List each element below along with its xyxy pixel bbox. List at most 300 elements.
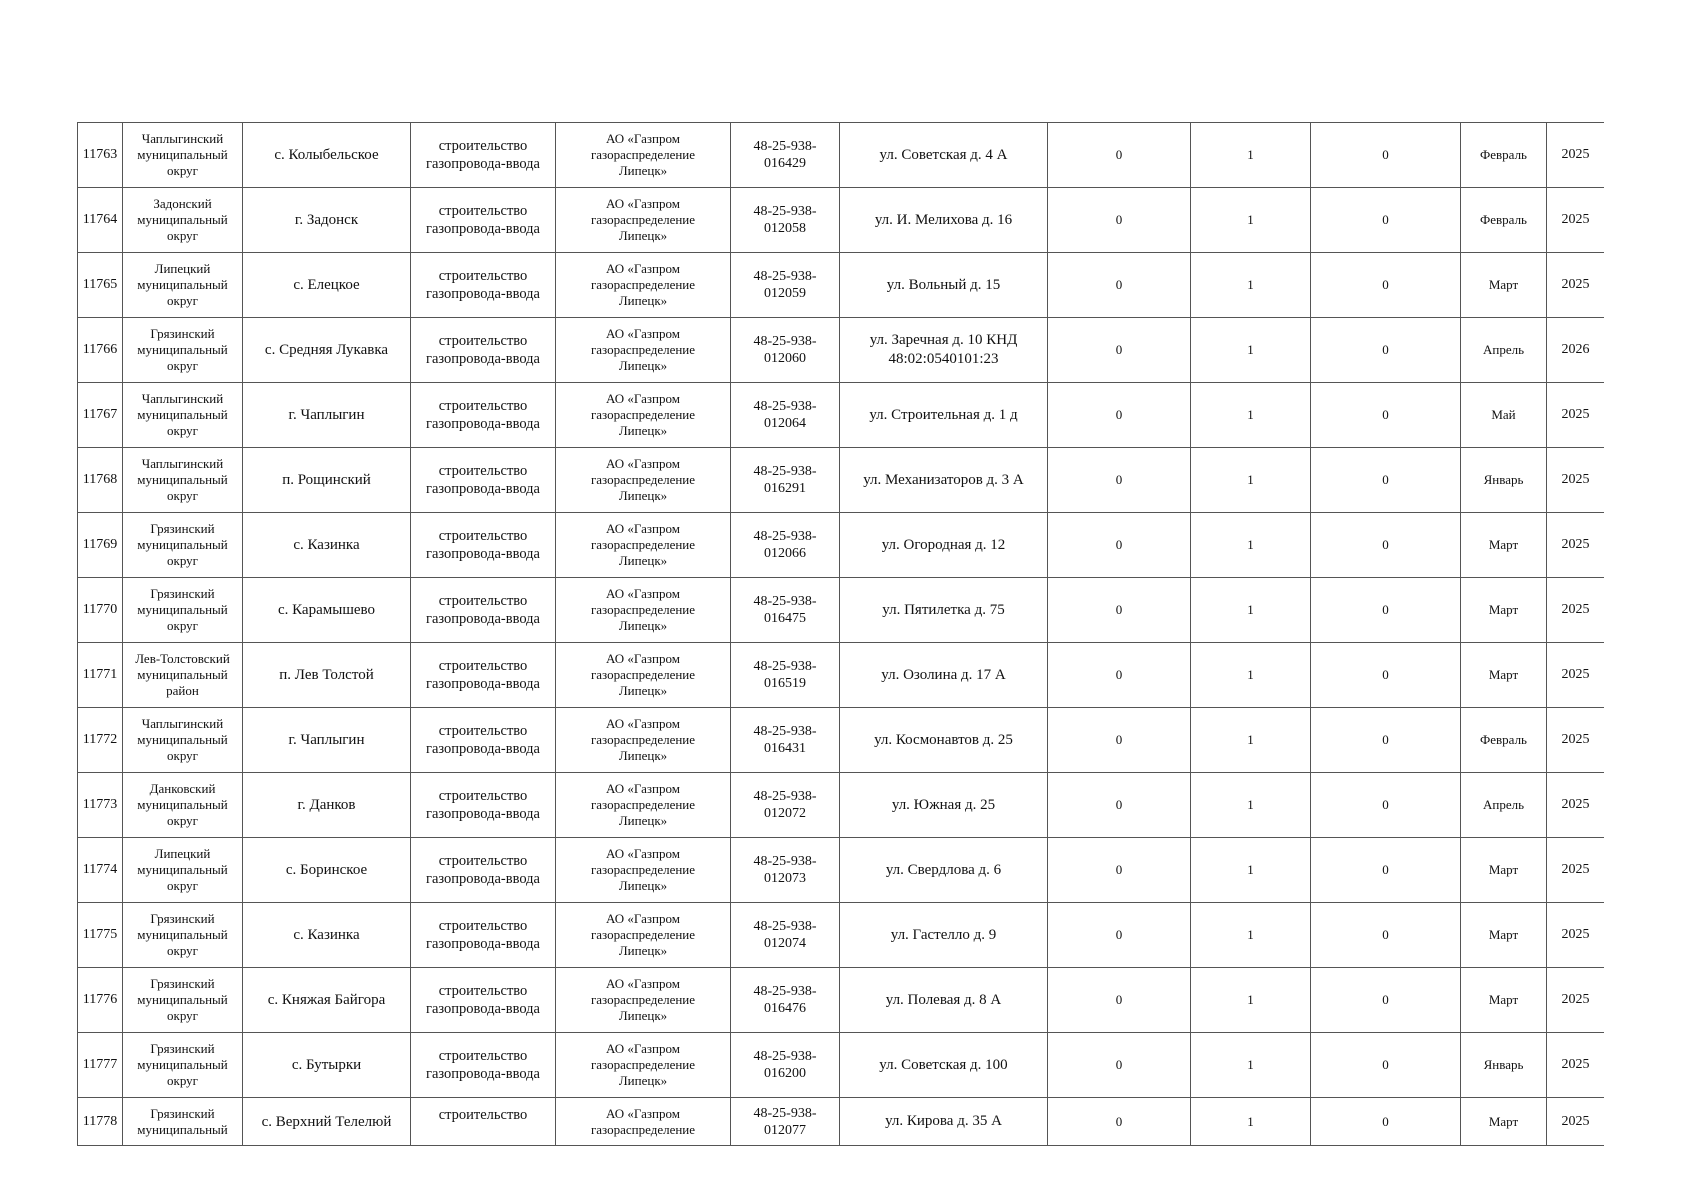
organization-line: Липецк» <box>618 293 668 308</box>
address-line: ул. Вольный д. 15 <box>886 276 1001 293</box>
registry-code-line: 48-25-938- <box>753 789 817 804</box>
address-line: ул. Космонавтов д. 25 <box>874 731 1013 748</box>
organization-cell <box>556 708 731 773</box>
registry-code-line: 012060 <box>764 351 806 366</box>
municipality-line: Данковский <box>149 781 216 796</box>
value-2-cell: 1 <box>1191 643 1311 708</box>
municipality-line: Чаплыгинский <box>141 391 224 406</box>
organization-line: газораспределение <box>590 667 696 682</box>
registry-code-line: 012074 <box>764 936 806 951</box>
work-type-line: газопровода-ввода <box>426 611 540 627</box>
work-type-cell <box>411 903 556 968</box>
work-type-line: строительство <box>438 983 528 999</box>
registry-code-line: 48-25-938- <box>753 984 817 999</box>
table-row <box>78 578 1605 643</box>
registry-code-cell <box>731 838 840 903</box>
registry-code-line: 48-25-938- <box>753 1049 817 1064</box>
value-3-cell: 0 <box>1311 513 1461 578</box>
registry-code-line: 012058 <box>764 221 806 236</box>
work-type-line: газопровода-ввода <box>426 351 540 367</box>
municipality-line: муниципальный <box>137 407 228 422</box>
municipality-cell <box>123 578 243 643</box>
registry-code-line: 48-25-938- <box>753 334 817 349</box>
municipality-cell <box>123 643 243 708</box>
work-type-line: строительство <box>438 528 528 544</box>
organization-cell <box>556 123 731 188</box>
municipality-line: муниципальный <box>137 472 228 487</box>
table-row <box>78 643 1605 708</box>
work-type-cell <box>411 1098 556 1146</box>
work-type-line: газопровода-ввода <box>426 221 540 237</box>
table-container <box>77 122 1604 1146</box>
month-cell: Май <box>1461 383 1547 448</box>
work-type-line: газопровода-ввода <box>426 1066 540 1082</box>
value-2-cell: 1 <box>1191 708 1311 773</box>
value-2-cell: 1 <box>1191 1098 1311 1146</box>
organization-cell <box>556 643 731 708</box>
locality-cell: с. Колыбельское <box>243 123 411 188</box>
month-cell: Февраль <box>1461 188 1547 253</box>
address-line: ул. Советская д. 4 А <box>879 146 1008 163</box>
organization-cell <box>556 1033 731 1098</box>
year-cell: 2025 <box>1547 448 1605 513</box>
municipality-line: округ <box>167 423 198 438</box>
organization-line: газораспределение <box>590 602 696 617</box>
municipality-cell <box>123 1098 243 1146</box>
registry-code-line: 016200 <box>764 1066 806 1081</box>
value-3-cell: 0 <box>1311 123 1461 188</box>
municipality-line: муниципальный <box>137 1057 228 1072</box>
value-2-cell: 1 <box>1191 318 1311 383</box>
month-cell: Март <box>1461 838 1547 903</box>
address-line: ул. Пятилетка д. 75 <box>882 601 1005 618</box>
value-1-cell: 0 <box>1048 773 1191 838</box>
value-2-cell: 1 <box>1191 903 1311 968</box>
work-type-line: строительство <box>438 268 528 284</box>
organization-line: газораспределение <box>590 147 696 162</box>
work-type-line: строительство <box>438 723 528 739</box>
organization-cell <box>556 188 731 253</box>
organization-line: Липецк» <box>618 683 668 698</box>
work-type-line: строительство <box>438 788 528 804</box>
locality-cell: с. Елецкое <box>243 253 411 318</box>
organization-line: газораспределение <box>590 407 696 422</box>
work-type-line: газопровода-ввода <box>426 806 540 822</box>
month-cell: Март <box>1461 513 1547 578</box>
organization-line: Липецк» <box>618 553 668 568</box>
year-cell: 2025 <box>1547 1033 1605 1098</box>
municipality-line: округ <box>167 163 198 178</box>
address-line: ул. И. Мелихова д. 16 <box>874 211 1013 228</box>
organization-line: АО «Газпром <box>606 131 680 146</box>
work-type-cell <box>411 838 556 903</box>
address-cell <box>840 1033 1048 1098</box>
value-3-cell: 0 <box>1311 773 1461 838</box>
value-3-cell: 0 <box>1311 903 1461 968</box>
year-cell: 2025 <box>1547 903 1605 968</box>
work-type-cell <box>411 123 556 188</box>
address-line: ул. Заречная д. 10 КНД <box>869 332 1018 348</box>
address-cell <box>840 123 1048 188</box>
work-type-cell <box>411 773 556 838</box>
organization-line: Липецк» <box>618 813 668 828</box>
work-type-line: газопровода-ввода <box>426 156 540 172</box>
address-cell <box>840 708 1048 773</box>
table-row <box>78 448 1605 513</box>
organization-line: АО «Газпром <box>606 911 680 926</box>
municipality-cell <box>123 838 243 903</box>
registry-code-line: 012077 <box>764 1122 806 1138</box>
value-3-cell: 0 <box>1311 188 1461 253</box>
work-type-line: строительство <box>438 463 528 479</box>
value-3-cell: 0 <box>1311 448 1461 513</box>
registry-code-line: 48-25-938- <box>753 464 817 479</box>
work-type-line: газопровода-ввода <box>426 286 540 302</box>
municipality-line: муниципальный <box>137 537 228 552</box>
locality-cell: г. Данков <box>243 773 411 838</box>
organization-cell <box>556 968 731 1033</box>
organization-cell <box>556 903 731 968</box>
locality-cell: с. Бутырки <box>243 1033 411 1098</box>
organization-line: Липецк» <box>618 488 668 503</box>
work-type-line: строительство <box>438 658 528 674</box>
value-2-cell: 1 <box>1191 1033 1311 1098</box>
organization-line: газораспределение <box>590 1057 696 1072</box>
municipality-line: Чаплыгинский <box>141 716 224 731</box>
organization-cell <box>556 513 731 578</box>
municipality-line: округ <box>167 943 198 958</box>
organization-line: газораспределение <box>590 927 696 942</box>
address-cell <box>840 968 1048 1033</box>
value-3-cell: 0 <box>1311 838 1461 903</box>
address-cell <box>840 838 1048 903</box>
municipality-cell <box>123 123 243 188</box>
value-2-cell: 1 <box>1191 513 1311 578</box>
registry-code-cell <box>731 188 840 253</box>
municipality-cell <box>123 383 243 448</box>
locality-cell: с. Казинка <box>243 903 411 968</box>
locality-cell: с. Карамышево <box>243 578 411 643</box>
row-number-cell: 11774 <box>78 838 123 903</box>
year-cell: 2025 <box>1547 708 1605 773</box>
row-number-cell: 11770 <box>78 578 123 643</box>
municipality-line: муниципальный <box>137 927 228 942</box>
municipality-line: округ <box>167 553 198 568</box>
registry-code-cell <box>731 123 840 188</box>
registry-code-line: 48-25-938- <box>753 724 817 739</box>
locality-cell: с. Средняя Лукавка <box>243 318 411 383</box>
value-1-cell: 0 <box>1048 188 1191 253</box>
organization-line: Липецк» <box>618 423 668 438</box>
value-3-cell: 0 <box>1311 1033 1461 1098</box>
organization-line: Липецк» <box>618 748 668 763</box>
table-row <box>78 773 1605 838</box>
organization-line: АО «Газпром <box>606 586 680 601</box>
registry-code-cell <box>731 1033 840 1098</box>
locality-cell: п. Лев Толстой <box>243 643 411 708</box>
organization-line: газораспределение <box>590 472 696 487</box>
registry-code-line: 48-25-938- <box>753 204 817 219</box>
work-type-line: строительство <box>438 1048 528 1064</box>
work-type-cell <box>411 513 556 578</box>
work-type-cell <box>411 968 556 1033</box>
municipality-line: муниципальный <box>137 602 228 617</box>
address-line: ул. Озолина д. 17 А <box>881 666 1006 683</box>
municipality-cell <box>123 318 243 383</box>
municipality-line: округ <box>167 488 198 503</box>
registry-code-line: 016519 <box>764 676 806 691</box>
organization-cell <box>556 838 731 903</box>
municipality-cell <box>123 513 243 578</box>
work-type-line: газопровода-ввода <box>426 416 540 432</box>
work-type-line: газопровода-ввода <box>426 546 540 562</box>
organization-line: АО «Газпром <box>606 456 680 471</box>
municipality-line: Чаплыгинский <box>141 456 224 471</box>
work-type-line: строительство <box>438 593 528 609</box>
table-row <box>78 253 1605 318</box>
municipality-cell <box>123 448 243 513</box>
value-2-cell: 1 <box>1191 448 1311 513</box>
municipality-cell <box>123 1033 243 1098</box>
row-number-cell: 11772 <box>78 708 123 773</box>
address-cell <box>840 253 1048 318</box>
month-cell: Март <box>1461 903 1547 968</box>
table-row <box>78 903 1605 968</box>
organization-line: АО «Газпром <box>606 326 680 341</box>
municipality-line: Задонский <box>153 196 212 211</box>
municipality-cell <box>123 188 243 253</box>
month-cell: Январь <box>1461 448 1547 513</box>
registry-code-cell <box>731 318 840 383</box>
address-line: ул. Полевая д. 8 А <box>885 991 1002 1008</box>
registry-code-cell <box>731 708 840 773</box>
value-1-cell: 0 <box>1048 578 1191 643</box>
organization-line: газораспределение <box>590 212 696 227</box>
municipality-line: округ <box>167 1073 198 1088</box>
municipality-line: округ <box>167 618 198 633</box>
municipality-line: Грязинский <box>150 326 215 341</box>
organization-line: АО «Газпром <box>606 1106 680 1121</box>
address-line: ул. Свердлова д. 6 <box>885 861 1002 878</box>
municipality-line: Чаплыгинский <box>141 131 224 146</box>
organization-line: газораспределение <box>590 732 696 747</box>
municipality-line: округ <box>167 878 198 893</box>
registry-code-cell <box>731 448 840 513</box>
address-cell <box>840 513 1048 578</box>
organization-cell <box>556 578 731 643</box>
value-2-cell: 1 <box>1191 968 1311 1033</box>
organization-line: газораспределение <box>590 1122 696 1137</box>
registry-code-cell <box>731 968 840 1033</box>
gas-connection-registry-table <box>77 122 1604 1146</box>
address-cell <box>840 318 1048 383</box>
municipality-line: Грязинский <box>150 911 215 926</box>
municipality-cell <box>123 968 243 1033</box>
address-line: ул. Гастелло д. 9 <box>890 926 997 943</box>
month-cell: Март <box>1461 253 1547 318</box>
organization-line: Липецк» <box>618 618 668 633</box>
address-cell <box>840 903 1048 968</box>
municipality-line: округ <box>167 1008 198 1023</box>
value-1-cell: 0 <box>1048 383 1191 448</box>
value-1-cell: 0 <box>1048 838 1191 903</box>
year-cell: 2025 <box>1547 838 1605 903</box>
table-body <box>78 123 1605 1146</box>
organization-line: газораспределение <box>590 537 696 552</box>
table-row <box>78 318 1605 383</box>
registry-code-line: 016476 <box>764 1001 806 1016</box>
registry-code-cell <box>731 643 840 708</box>
work-type-line: строительство <box>438 333 528 349</box>
work-type-cell <box>411 188 556 253</box>
municipality-line: муниципальный <box>137 147 228 162</box>
organization-line: Липецк» <box>618 943 668 958</box>
row-number-cell: 11776 <box>78 968 123 1033</box>
municipality-line: округ <box>167 228 198 243</box>
month-cell: Апрель <box>1461 773 1547 838</box>
organization-cell <box>556 318 731 383</box>
registry-code-line: 012073 <box>764 871 806 886</box>
municipality-line: Грязинский <box>150 586 215 601</box>
month-cell: Апрель <box>1461 318 1547 383</box>
value-3-cell: 0 <box>1311 253 1461 318</box>
organization-line: АО «Газпром <box>606 651 680 666</box>
municipality-line: округ <box>167 748 198 763</box>
value-1-cell: 0 <box>1048 903 1191 968</box>
locality-cell: с. Казинка <box>243 513 411 578</box>
row-number-cell: 11763 <box>78 123 123 188</box>
value-1-cell: 0 <box>1048 968 1191 1033</box>
organization-line: газораспределение <box>590 797 696 812</box>
year-cell: 2025 <box>1547 513 1605 578</box>
month-cell: Февраль <box>1461 123 1547 188</box>
municipality-line: Лев-Толстовский <box>135 651 230 666</box>
row-number-cell: 11775 <box>78 903 123 968</box>
municipality-line: Грязинский <box>150 521 215 536</box>
organization-line: АО «Газпром <box>606 976 680 991</box>
address-cell <box>840 383 1048 448</box>
registry-code-line: 48-25-938- <box>753 919 817 934</box>
month-cell: Март <box>1461 643 1547 708</box>
registry-code-line: 016475 <box>764 611 806 626</box>
organization-line: Липецк» <box>618 163 668 178</box>
organization-line: АО «Газпром <box>606 391 680 406</box>
registry-code-cell <box>731 578 840 643</box>
municipality-line: Грязинский <box>150 976 215 991</box>
municipality-cell <box>123 773 243 838</box>
municipality-line: Грязинский <box>150 1106 215 1121</box>
registry-code-line: 48-25-938- <box>753 1105 817 1121</box>
registry-code-cell <box>731 773 840 838</box>
municipality-line: муниципальный <box>137 797 228 812</box>
organization-line: АО «Газпром <box>606 1041 680 1056</box>
municipality-line: Липецкий <box>154 846 211 861</box>
address-cell <box>840 578 1048 643</box>
address-cell <box>840 773 1048 838</box>
address-line: ул. Строительная д. 1 д <box>869 406 1018 423</box>
work-type-line: строительство <box>438 398 528 414</box>
registry-code-line: 012066 <box>764 546 806 561</box>
organization-line: АО «Газпром <box>606 846 680 861</box>
row-number-cell: 11767 <box>78 383 123 448</box>
registry-code-line: 016431 <box>764 741 806 756</box>
value-2-cell: 1 <box>1191 838 1311 903</box>
value-3-cell: 0 <box>1311 383 1461 448</box>
value-2-cell: 1 <box>1191 383 1311 448</box>
registry-code-line: 48-25-938- <box>753 659 817 674</box>
row-number-cell: 11764 <box>78 188 123 253</box>
organization-cell <box>556 773 731 838</box>
value-1-cell: 0 <box>1048 708 1191 773</box>
month-cell: Февраль <box>1461 708 1547 773</box>
value-2-cell: 1 <box>1191 773 1311 838</box>
organization-line: газораспределение <box>590 992 696 1007</box>
month-cell: Март <box>1461 968 1547 1033</box>
registry-code-line: 016429 <box>764 156 806 171</box>
work-type-cell <box>411 318 556 383</box>
organization-line: АО «Газпром <box>606 716 680 731</box>
municipality-line: округ <box>167 813 198 828</box>
organization-line: АО «Газпром <box>606 781 680 796</box>
row-number-cell: 11769 <box>78 513 123 578</box>
value-3-cell: 0 <box>1311 578 1461 643</box>
value-3-cell: 0 <box>1311 708 1461 773</box>
registry-code-line: 48-25-938- <box>753 399 817 414</box>
registry-code-cell <box>731 903 840 968</box>
address-line: ул. Огородная д. 12 <box>881 536 1006 553</box>
municipality-line: округ <box>167 293 198 308</box>
table-row <box>78 838 1605 903</box>
address-line: ул. Южная д. 25 <box>891 796 996 813</box>
organization-line: Липецк» <box>618 228 668 243</box>
work-type-cell <box>411 708 556 773</box>
value-1-cell: 0 <box>1048 448 1191 513</box>
work-type-cell <box>411 643 556 708</box>
registry-code-cell <box>731 513 840 578</box>
locality-cell: с. Верхний Телелюй <box>243 1098 411 1146</box>
locality-cell: с. Боринское <box>243 838 411 903</box>
municipality-line: округ <box>167 358 198 373</box>
organization-line: Липецк» <box>618 878 668 893</box>
address-cell <box>840 448 1048 513</box>
municipality-line: муниципальный <box>137 992 228 1007</box>
year-cell: 2025 <box>1547 188 1605 253</box>
work-type-line: газопровода-ввода <box>426 741 540 757</box>
locality-cell: г. Чаплыгин <box>243 708 411 773</box>
table-row <box>78 383 1605 448</box>
row-number-cell: 11773 <box>78 773 123 838</box>
year-cell: 2025 <box>1547 578 1605 643</box>
value-3-cell: 0 <box>1311 318 1461 383</box>
organization-line: АО «Газпром <box>606 521 680 536</box>
value-3-cell: 0 <box>1311 1098 1461 1146</box>
row-number-cell: 11778 <box>78 1098 123 1146</box>
organization-cell <box>556 253 731 318</box>
organization-cell <box>556 448 731 513</box>
registry-code-line: 48-25-938- <box>753 594 817 609</box>
registry-code-line: 012059 <box>764 286 806 301</box>
locality-cell: п. Рощинский <box>243 448 411 513</box>
work-type-line: газопровода-ввода <box>426 871 540 887</box>
work-type-line: газопровода-ввода <box>426 481 540 497</box>
year-cell: 2025 <box>1547 643 1605 708</box>
value-1-cell: 0 <box>1048 123 1191 188</box>
table-row <box>78 968 1605 1033</box>
value-3-cell: 0 <box>1311 643 1461 708</box>
municipality-line: муниципальный <box>137 212 228 227</box>
organization-line: газораспределение <box>590 277 696 292</box>
registry-code-line: 48-25-938- <box>753 139 817 154</box>
